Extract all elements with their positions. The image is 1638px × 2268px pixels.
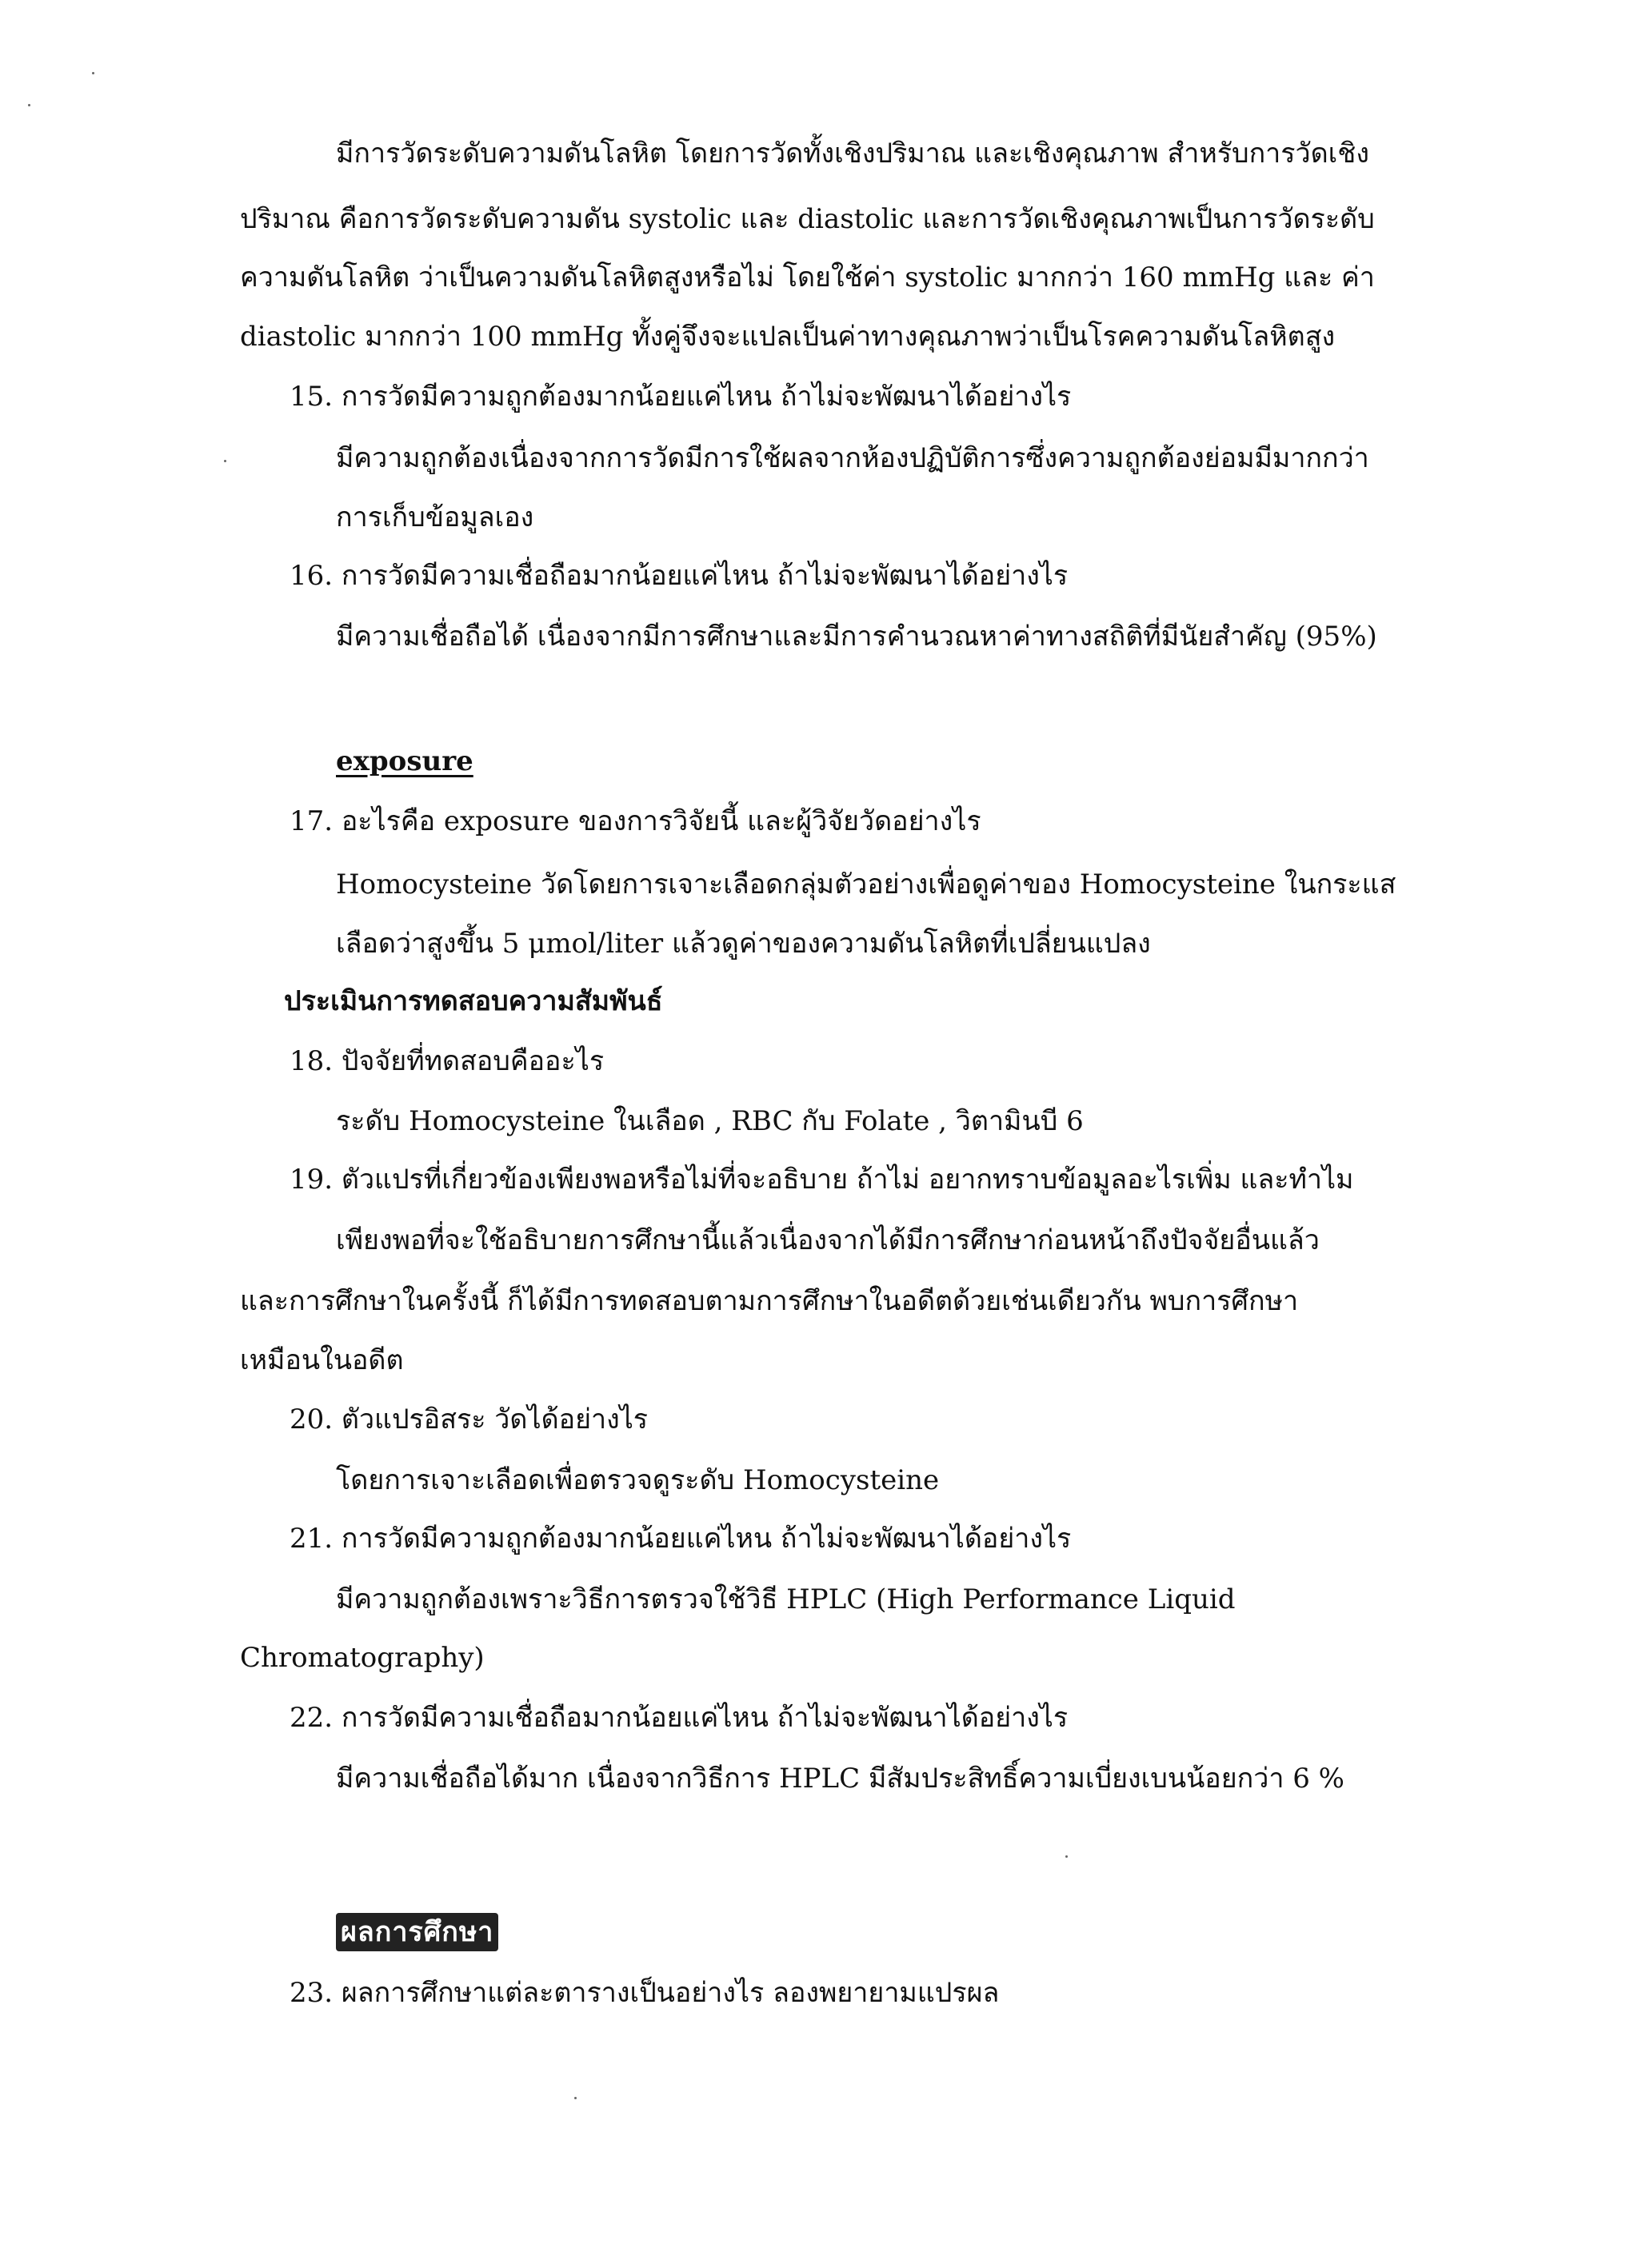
scan-speck [224,460,226,462]
scan-speck [574,2097,577,2099]
question-19: 19. ตัวแปรที่เกี่ยวข้องเพียงพอหรือไม่ที่จะอธิบาย ถ้าไม่ อยากทราบข้อมูลอะไรเพิ่ม และทำไม [290,1164,1354,1196]
section-heading-association: ประเมินการทดสอบความสัมพันธ์ [284,985,663,1017]
question-20: 20. ตัวแปรอิสระ วัดได้อย่างไร [290,1404,649,1435]
question-21: 21. การวัดมีความถูกต้องมากน้อยแค่ไหน ถ้าไม่จะพัฒนาได้อย่างไร [290,1523,1072,1555]
paragraph-line: ปริมาณ คือการวัดระดับความดัน systolic และ diastolic และการวัดเชิงคุณภาพเป็นการวัดระดับ [240,203,1375,235]
question-15: 15. การวัดมีความถูกต้องมากน้อยแค่ไหน ถ้าไม่จะพัฒนาได้อย่างไร [290,381,1072,413]
answer-line: เหมือนในอดีต [240,1344,404,1376]
scan-speck [1065,1855,1068,1858]
answer-line: เลือดว่าสูงขึ้น 5 μmol/liter แล้วดูค่าของความดันโลหิตที่เปลี่ยนแปลง [336,928,1151,960]
paragraph-line: มีการวัดระดับความดันโลหิต โดยการวัดทั้งเชิงปริมาณ และเชิงคุณภาพ สำหรับการวัดเชิง [336,138,1369,170]
answer-line: Homocysteine วัดโดยการเจาะเลือดกลุ่มตัวอย่างเพื่อดูค่าของ Homocysteine ในกระแส [336,868,1396,900]
answer-line: มีความเชื่อถือได้ เนื่องจากมีการศึกษาและมีการคำนวณหาค่าทางสถิติที่มีนัยสำคัญ (95%) [336,621,1377,653]
question-22: 22. การวัดมีความเชื่อถือมากน้อยแค่ไหน ถ้าไม่จะพัฒนาได้อย่างไร [290,1702,1069,1734]
paragraph-line: diastolic มากกว่า 100 mmHg ทั้งคู่จึงจะแปลเป็นค่าทางคุณภาพว่าเป็นโรคความดันโลหิตสูง [240,321,1336,353]
answer-line: มีความถูกต้องเพราะวิธีการตรวจใช้วิธี HPLC (High Performance Liquid [336,1583,1236,1615]
question-23: 23. ผลการศึกษาแต่ละตารางเป็นอย่างไร ลองพยายามแปรผล [290,1977,1000,2009]
section-heading-exposure: exposure [336,745,473,777]
answer-line: มีความถูกต้องเนื่องจากการวัดมีการใช้ผลจากห้องปฏิบัติการซึ่งความถูกต้องย่อมมีมากกว่า [336,442,1369,474]
question-18: 18. ปัจจัยที่ทดสอบคืออะไร [290,1045,605,1077]
paragraph-line: ความดันโลหิต ว่าเป็นความดันโลหิตสูงหรือไม่ โดยใช้ค่า systolic มากกว่า 160 mmHg และ ค่า [240,262,1375,293]
answer-line: Chromatography) [240,1642,485,1674]
answer-line: โดยการเจาะเลือดเพื่อตรวจดูระดับ Homocysteine [336,1464,940,1496]
answer-line: และการศึกษาในครั้งนี้ ก็ได้มีการทดสอบตามการศึกษาในอดีตด้วยเช่นเดียวกัน พบการศึกษา [240,1285,1299,1317]
answer-line: การเก็บข้อมูลเอง [336,501,534,533]
answer-line: มีความเชื่อถือได้มาก เนื่องจากวิธีการ HPLC มีสัมประสิทธิ์ความเบี่ยงเบนน้อยกว่า 6 % [336,1763,1344,1795]
scan-speck [28,104,30,106]
question-17: 17. อะไรคือ exposure ของการวิจัยนี้ และผู้วิจัยวัดอย่างไร [290,805,981,837]
answer-line: ระดับ Homocysteine ในเลือด , RBC กับ Folate , วิตามินบี 6 [336,1105,1084,1137]
section-heading-results: ผลการศึกษา [336,1913,498,1951]
question-16: 16. การวัดมีความเชื่อถือมากน้อยแค่ไหน ถ้าไม่จะพัฒนาได้อย่างไร [290,560,1069,592]
scan-speck [92,72,94,74]
answer-line: เพียงพอที่จะใช้อธิบายการศึกษานี้แล้วเนื่องจากได้มีการศึกษาก่อนหน้าถึงปัจจัยอื่นแล้ว [336,1224,1320,1256]
